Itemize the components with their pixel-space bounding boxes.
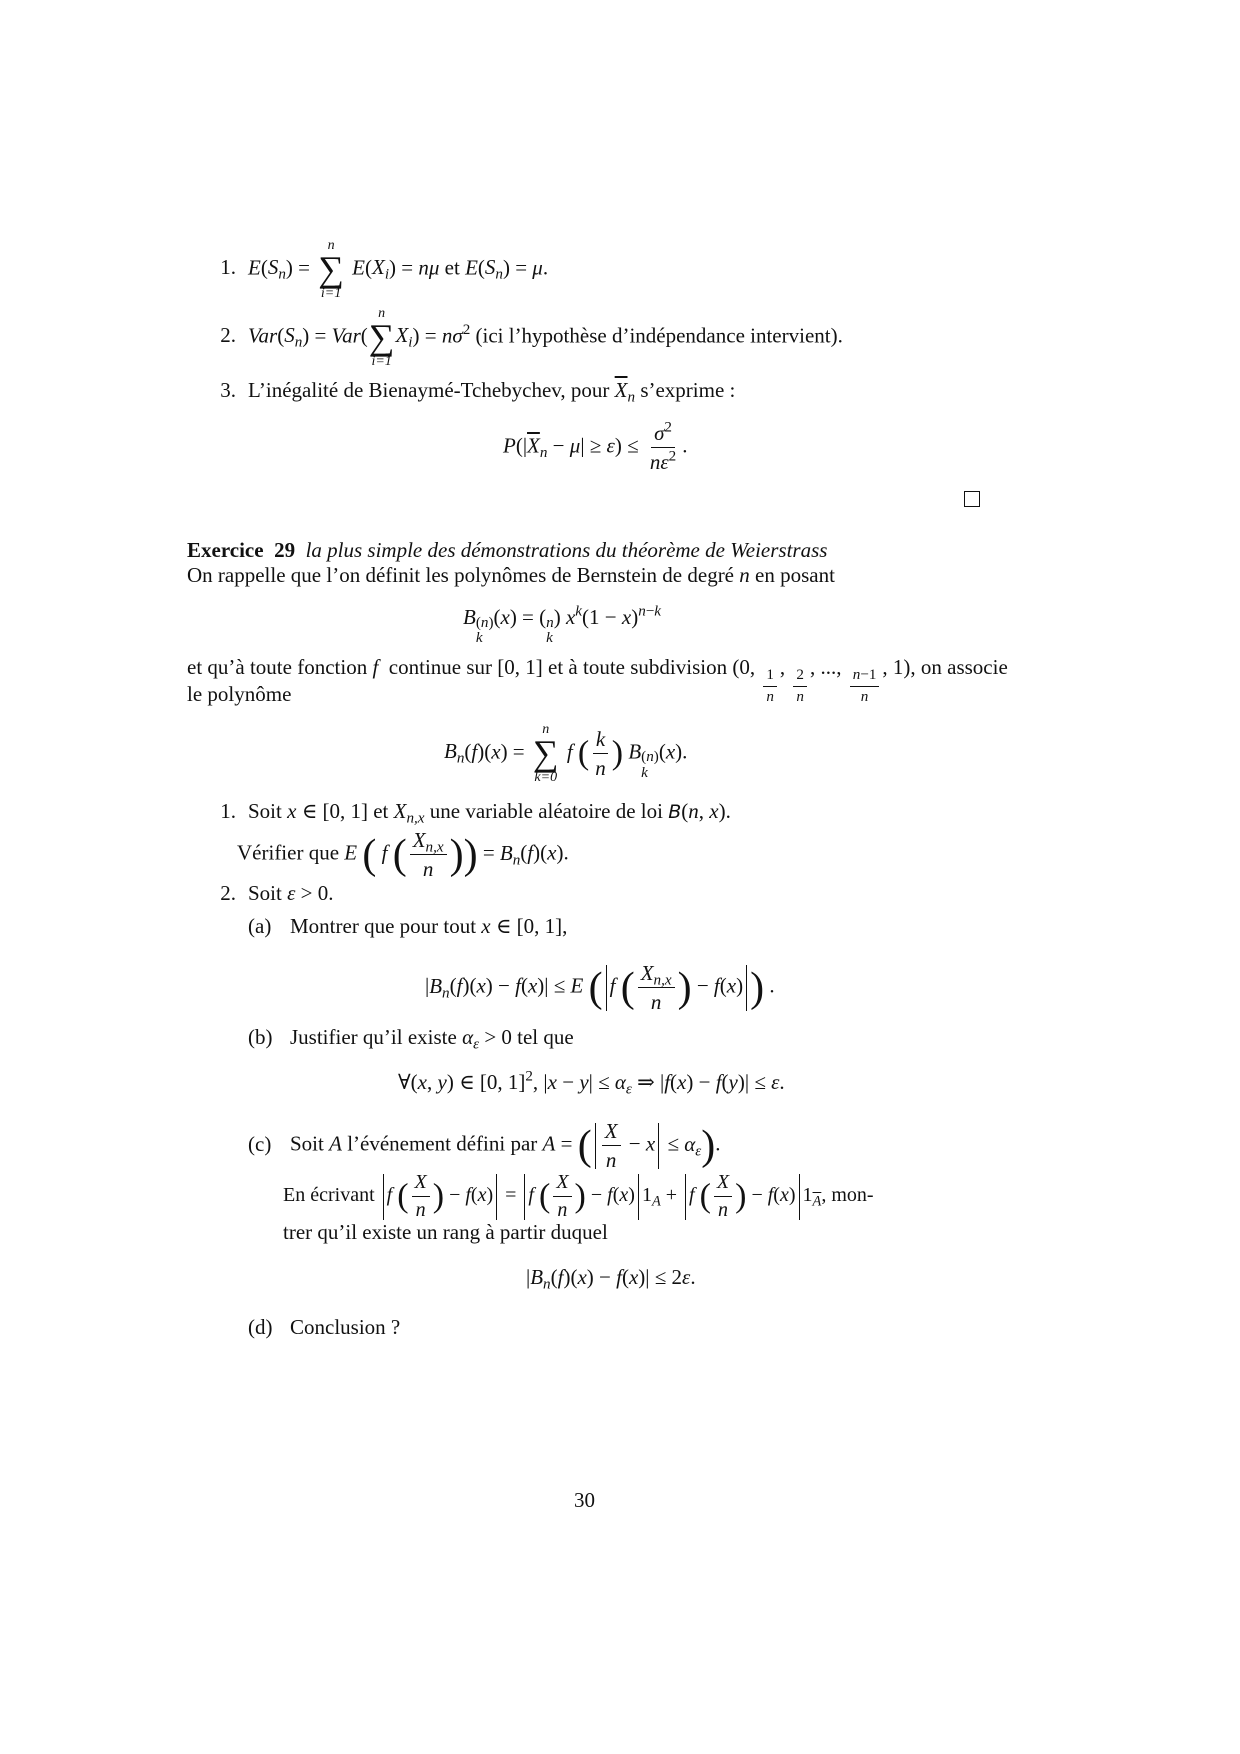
- item3-text: L’inégalité de Bienaymé-Tchebychev, pour: [248, 378, 610, 402]
- bernstein-operator: $B_n(f)(x)$ = n ∑ k=0 f ( $\frac{k}{n}$ ) B (n) k (x).: [444, 722, 688, 785]
- question-number: 2.: [220, 881, 236, 905]
- chebyshev-inequality: $P(|\overline{X}_n - \mu| \ge \varepsilon)$ ≤ $\frac{\sigma^2}{n\varepsilon^2}$ .: [503, 419, 688, 475]
- text: , on associe: [910, 655, 1008, 679]
- item3-text-end: s’exprime :: [640, 378, 736, 402]
- question-2: 2. Soit ε > 0.: [212, 880, 333, 906]
- exercise-sentence-2-end: le polynôme: [187, 682, 292, 706]
- item2-remark: (ici l’hypothèse d’indépendance intervient).: [475, 323, 843, 348]
- intro-text: On rappelle que l’on définit les polynômes de Bernstein de degré: [187, 563, 735, 587]
- formula: E: [248, 255, 261, 280]
- question-2a: (a) Montrer que pour tout x ∈ [0, 1],: [248, 914, 568, 938]
- question-2c: (c) Soit A l’événement défini par A = ( $\frac{X}{n}$ − $x \le \alpha_\varepsilon$).: [248, 1119, 721, 1173]
- bernstein-definition: B (n) k (x) = ( n k ) $x^k(1 - x)^{n-k}$: [463, 603, 661, 647]
- text: Conclusion ?: [290, 1315, 401, 1339]
- uniform-continuity: ∀(x, y) ∈ [0, 1]$^2$, $|x - y| \le \alpha_\varepsilon$ ⇒ |f(x) − f(y)| ≤ ε.: [398, 1068, 785, 1098]
- text: Soit: [248, 799, 282, 823]
- question-number: 1.: [220, 799, 236, 823]
- text: une variable aléatoire de loi: [429, 799, 663, 823]
- item-number: 3.: [220, 378, 236, 402]
- sum-symbol: n ∑ i=1: [368, 306, 395, 369]
- question-1: 1. Soit x ∈ [0, 1] et $X_{n,x}$ une variable aléatoire de loi B(n, x).: [212, 798, 731, 825]
- question-2c-line2: trer qu’il existe un rang à partir duquel: [283, 1220, 608, 1244]
- proof-item-3: 3. L’inégalité de Bienaymé-Tchebychev, pour $\overline{X}_n$ s’exprime :: [212, 377, 735, 403]
- question-2c-decomposition: En écrivant f ( $\frac{X}{n}$ ) − f(x) = f ( $\frac{X}{n}$ ) − f(x) $1_A + f$ ( $\frac{X}{n}$ ) − f(x) $1_{\overline{A}}$, mon-: [283, 1171, 874, 1221]
- sub-label: (c): [248, 1131, 272, 1156]
- item-number: 2.: [220, 323, 236, 348]
- exercise-heading: [187, 537, 827, 563]
- text: Justifier qu’il existe: [290, 1025, 457, 1049]
- text: tel que: [517, 1025, 574, 1049]
- text: l’événement défini par: [347, 1131, 538, 1156]
- proof-item-1: 1. $E(S_n)$ = n ∑ i=1 $E(X_i) = n\mu$ et $E(S_n) = \mu$.: [212, 238, 548, 301]
- inequality-a: $|B_n(f)(x) - f(x)| \le E$ ( f ( $\frac{X_{n,x}}{n}$ ) − f(x) ) .: [425, 961, 775, 1015]
- exercise-intro: On rappelle que l’on définit les polynômes de Bernstein de degré n en posant: [187, 563, 835, 587]
- sub-label: (a): [248, 914, 272, 938]
- text: Soit: [248, 881, 282, 905]
- sum-symbol: n ∑ i=1: [318, 238, 344, 301]
- text: En écrivant: [283, 1184, 375, 1207]
- text: et qu’à toute fonction: [187, 655, 368, 679]
- sub-label: (b): [248, 1025, 273, 1049]
- item-number: 1.: [220, 255, 236, 280]
- question-1-verify: Vérifier que E ( f ( $\frac{X_{n,x}}{n}$ )) = $B_n(f)(x)$.: [237, 828, 569, 882]
- question-2d: [248, 1314, 400, 1340]
- text: et à toute subdivision: [548, 655, 728, 679]
- exercise-label: Exercice: [187, 538, 264, 562]
- text: Soit: [290, 1131, 324, 1156]
- sum-symbol: n ∑ k=0: [532, 722, 559, 785]
- inequality-c: $|B_n(f)(x) - f(x)| \le 2\varepsilon$.: [526, 1265, 696, 1293]
- intro-text-end: en posant: [755, 563, 835, 587]
- page-number: 30: [574, 1488, 595, 1512]
- text: et: [373, 799, 389, 823]
- text: continue sur: [388, 655, 493, 679]
- exercise-number: 29: [274, 538, 296, 562]
- item1-connector: et: [444, 255, 460, 280]
- sub-label: (d): [248, 1315, 273, 1339]
- exercise-title: la plus simple des démonstrations du théorème de Weierstrass: [305, 538, 828, 562]
- text: Montrer que pour tout: [290, 914, 477, 938]
- exercise-sentence-2: et qu’à toute fonction f continue sur [0, 1] et à toute subdivision (0, $\frac{1}{n}$ , $\frac{2}{n}$ , ..., $\frac{n-1}{n}$ , 1), on associe: [187, 655, 1008, 706]
- text: Vérifier que: [237, 840, 340, 865]
- question-2b: (b) Justifier qu’il existe $\alpha_\varepsilon > 0$ tel que: [248, 1025, 574, 1053]
- qed-square: [964, 491, 980, 507]
- proof-item-2: 2. $Var(S_n) = Var$( n ∑ i=1 $X_i) = n\sigma^2$ (ici l’hypothèse d’indépendance intervient).: [212, 306, 843, 369]
- text: , mon-: [821, 1184, 874, 1207]
